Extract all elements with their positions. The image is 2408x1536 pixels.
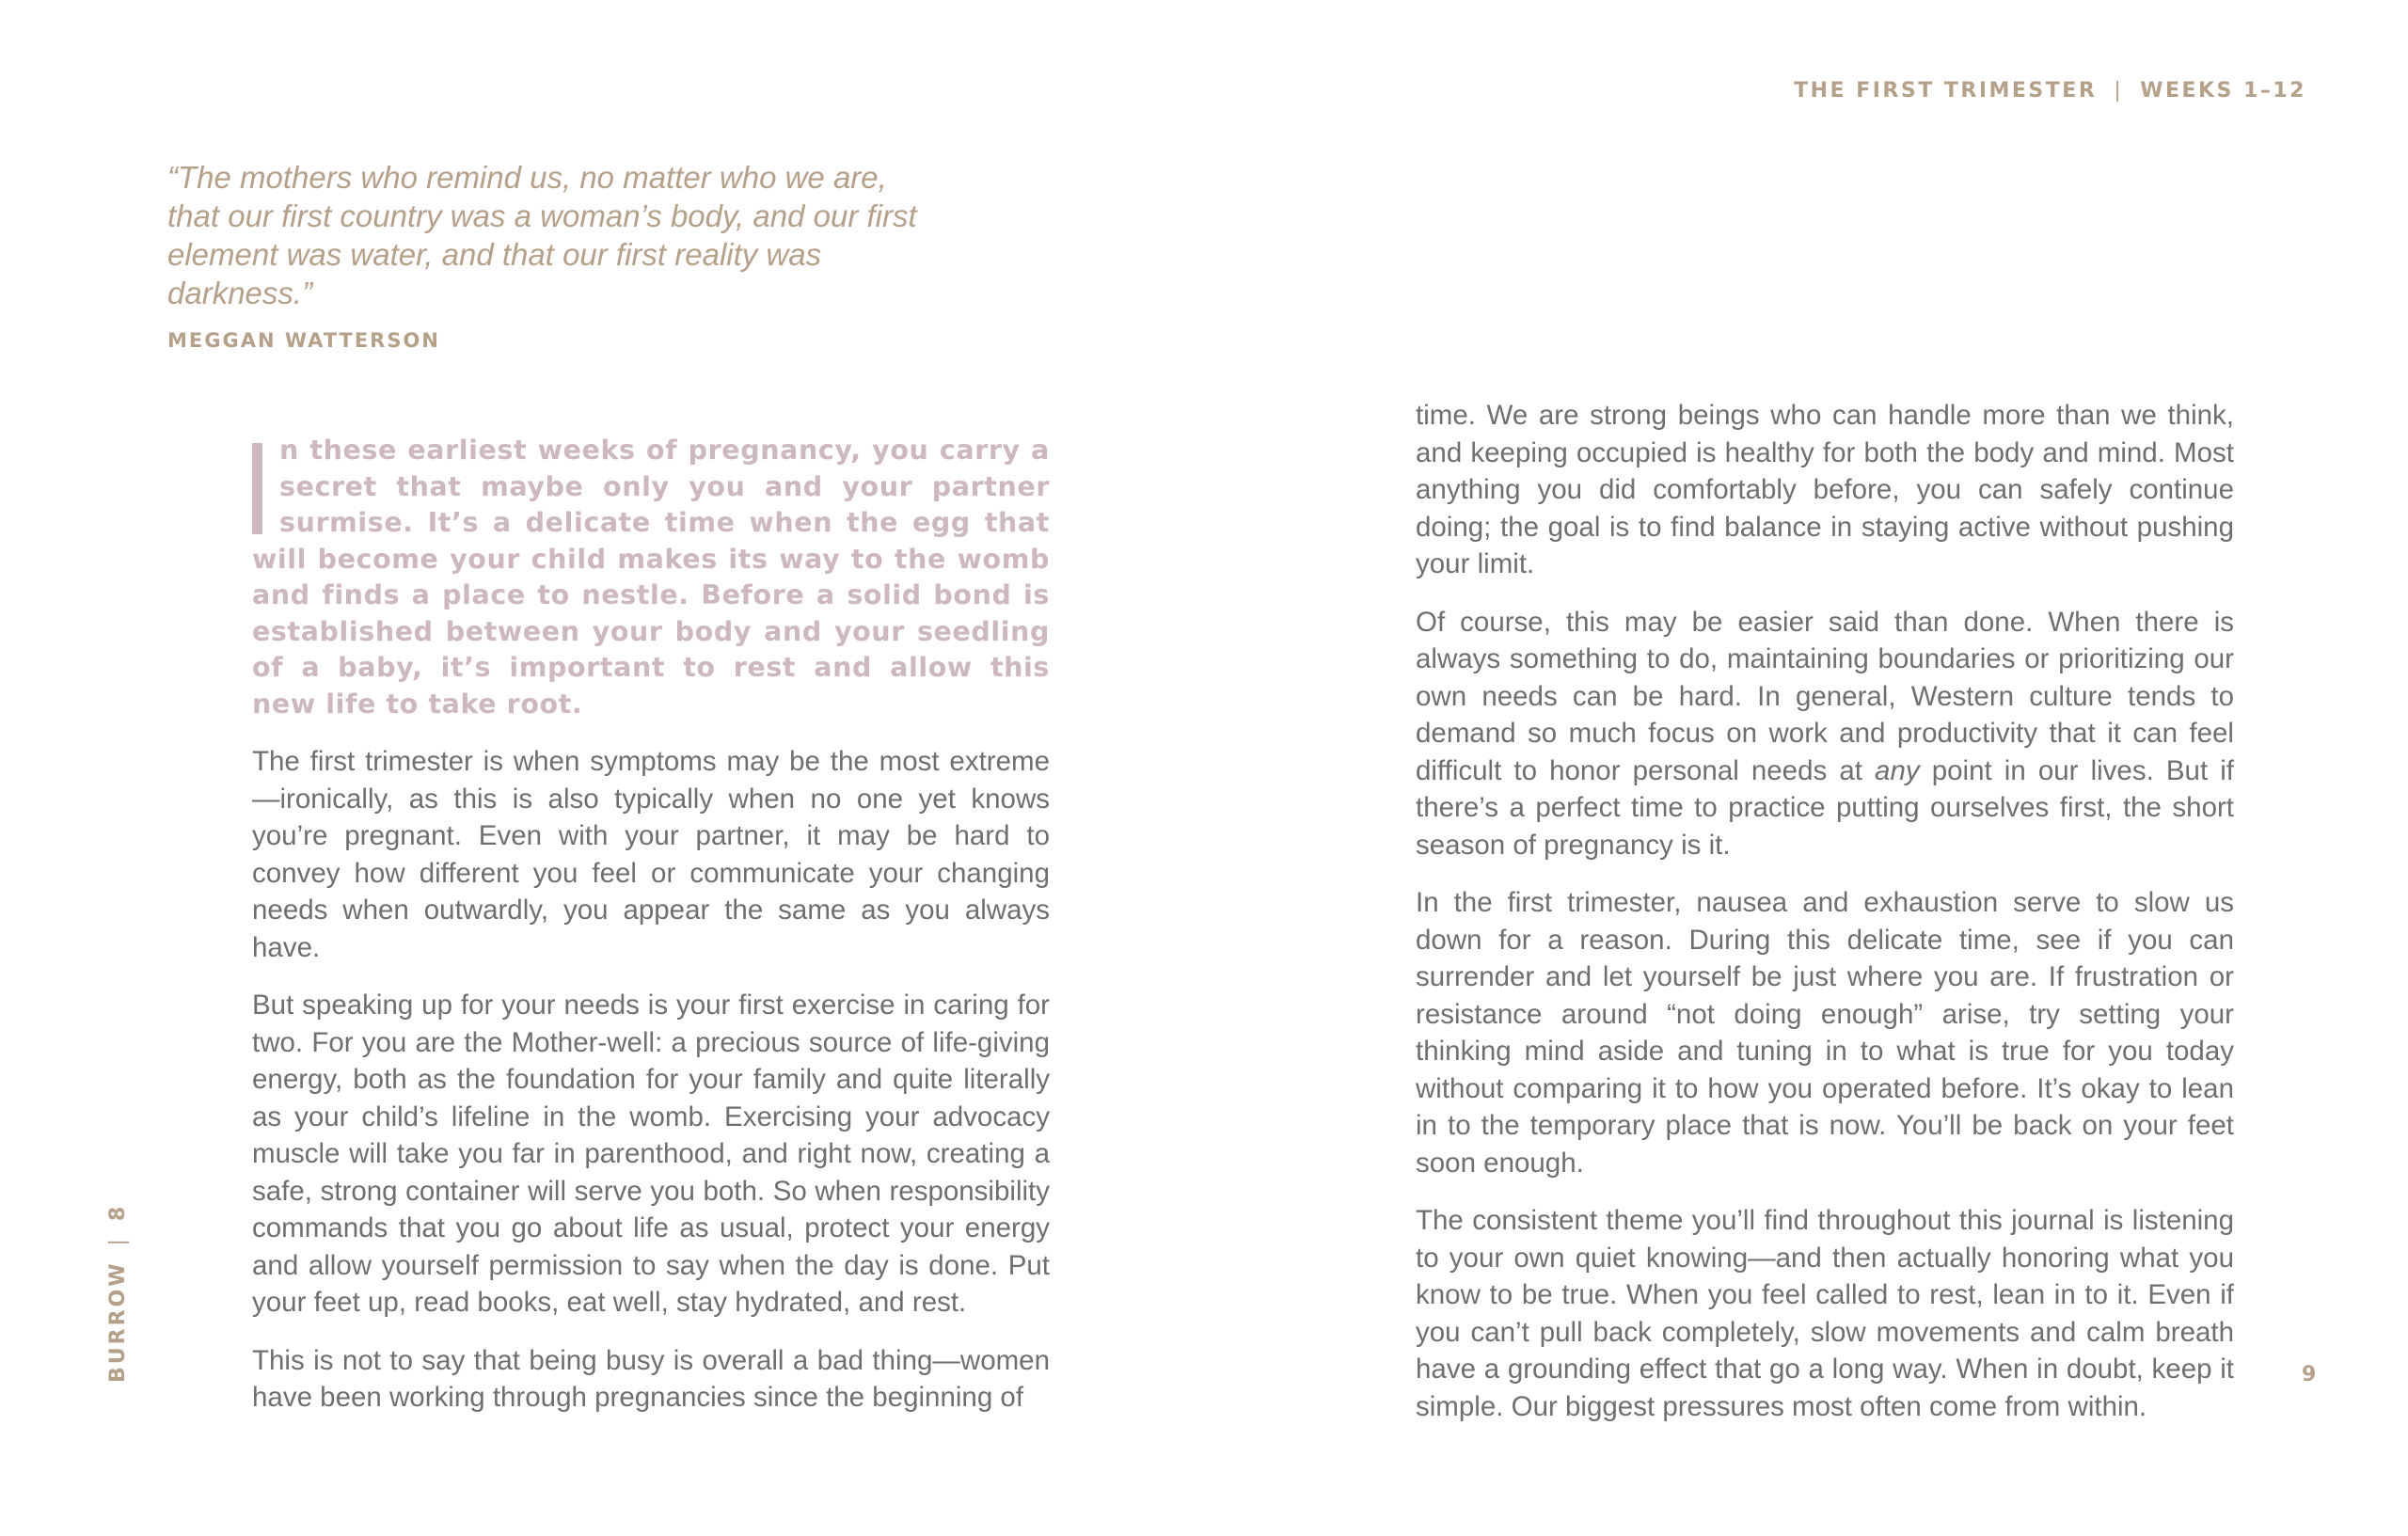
paragraph-text-after: point in our lives. But if there’s a perfect time to practice putting ourselves first, the short season of pregnancy is it. — [1416, 754, 2234, 861]
running-head — [1794, 79, 2306, 103]
emphasized-word: any — [1875, 754, 1920, 786]
book-title: BURROW — [106, 1260, 130, 1383]
body-paragraph: The first trimester is when symptoms may be the most extreme—ironically, as this is also typically when no one yet knows you’re pregnant. Even with your partner, it may be hard to convey how different you feel or communicate your changing needs when outwardly, you appear the same as you always have. — [252, 746, 1050, 963]
epigraph-quote: “The mothers who remind us, no matter who we are, that our first country was a woman’s body, and our first element was water, and that our first reality was darkness.” — [167, 160, 917, 310]
right-page-body — [1416, 397, 2234, 1446]
drop-cap-i — [252, 443, 262, 534]
running-head-section: THE FIRST TRIMESTER — [1794, 79, 2098, 103]
folio-separator: | — [106, 1236, 130, 1246]
body-paragraph: time. We are strong beings who can handle more than we think, and keeping occupied is healthy for both the body and mind. Most anything you did comfortably before, you can safely continue doing; the goal is to find balance in staying active without pushing your limit. — [1416, 400, 2234, 579]
right-page-number: 9 — [2302, 1363, 2317, 1386]
body-paragraph: But speaking up for your needs is your first exercise in caring for two. For you are the Mother-well: a precious source of life-giving energy, both as the foundation for your family and quite literally as your child’s lifeline in the womb. Exercising your advocacy muscle will take you far in parenthood, and right now, creating a safe, strong container will serve you both. So when responsibility commands that you go about life as usual, protect your energy and allow yourself permission to say when the day is done. Put your feet up, read books, eat well, stay hydrated, and rest. — [252, 990, 1050, 1318]
epigraph-author: MEGGAN WATTERSON — [167, 329, 440, 352]
running-head-weeks: WEEKS 1–12 — [2140, 79, 2306, 103]
running-head-separator: | — [2114, 79, 2124, 103]
lead-paragraph — [252, 433, 1050, 722]
left-folio — [106, 1204, 130, 1383]
body-paragraph: The consistent theme you’ll find throughout this journal is listening to your own quiet knowing—and then actually honoring what you know to be true. When you feel called to rest, lean in to it. Even if you can’t pull back completely, slow movements and calm breath have a grounding effect that go a long way. When in doubt, keep it simple. Our biggest pressures most often come from within. — [1416, 1205, 2234, 1422]
body-paragraph — [1416, 604, 2234, 864]
epigraph — [167, 158, 920, 352]
paragraph-text-before: Of course, this may be easier said than done. When there is always something to do, maintaining boundaries or prioritizing our own needs can be hard. In general, Western culture tends to demand so much focus on work and productivity that it can feel difficult to honor personal needs at — [1416, 606, 2234, 786]
left-page-number: 8 — [106, 1203, 130, 1222]
lead-paragraph-text: n these earliest weeks of pregnancy, you carry a secret that maybe only you and your partner surmise. It’s a delicate time when the egg that will become your child makes its way to the womb and finds a place to nestle. Before a solid bond is established between your body and your seedling of a baby, it’s important to rest and allow this new life to take root. — [252, 435, 1050, 720]
body-paragraph: In the first trimester, nausea and exhaustion serve to slow us down for a reason. During this delicate time, see if you can surrender and let yourself be just where you are. If frustration or resistance around “not doing enough” arise, try setting your thinking mind aside and tuning in to what is true for you today without comparing it to how you operated before. It’s okay to lean in to the temporary place that is now. You’ll be back on your feet soon enough. — [1416, 887, 2234, 1179]
body-paragraph: This is not to say that being busy is overall a bad thing—women have been working through pregnancies since the beginning of — [252, 1344, 1050, 1413]
left-page-body — [252, 433, 1050, 1437]
